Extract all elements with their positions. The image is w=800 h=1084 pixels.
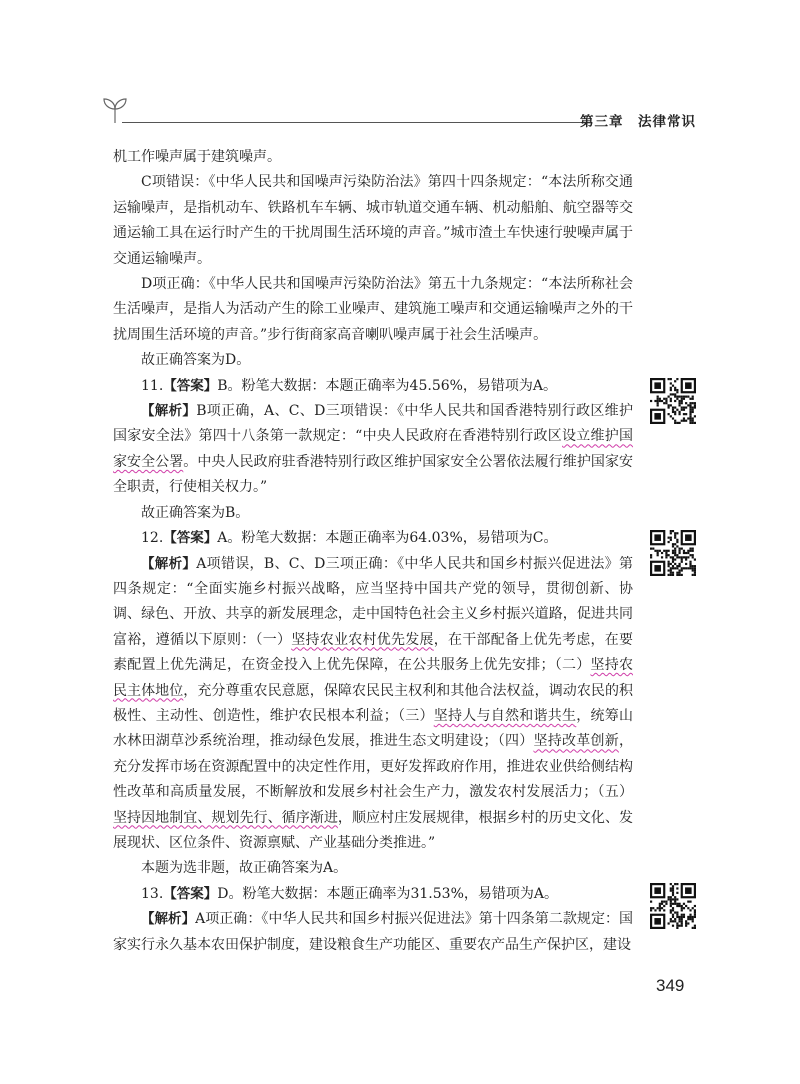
analysis-text: ，充分尊重农民意愿，保障农民民主权利和其他合法权益，调动农民的积极性、主动性、创造性，维护农民根本利益；（三） [113,682,634,724]
analysis-text: ，顺应村庄发展规律，根据乡村的历史文化、发展现状、区位条件、资源禀赋、产业基础分类推进。” [113,809,634,851]
analysis-text: B项正确，A、C、D三项错误：《中华人民共和国香港特别行政区维护国家安全法》第四十八条第一款规定：“中央人民政府在香港特别行政区 [113,403,633,445]
highlighted-phrase: 坚持农民主体地位 [113,657,633,699]
analysis-label: 【解析】 [141,403,197,420]
highlighted-phrase: 坚持因地制宜、规划先行、循序渐进 [113,809,338,826]
analysis-label: 【解析】 [141,555,197,572]
answer-line-q13 [113,882,633,907]
analysis-text: 。中央人民政府驻香港特别行政区维护国家安全公署依法履行维护国家安全职责，行使相关权力。” [113,453,634,496]
answer-line-q12 [113,526,633,551]
answer-label: 【答案】 [163,377,218,394]
highlighted-phrase: 坚持改革创新 [533,733,619,750]
analysis-q13 [113,907,633,958]
analysis-text: A项正确：《中华人民共和国乡村振兴促进法》第十四条第二款规定：国家实行永久基本农田保护制度，建设粮食生产功能区、重要农产品生产保护区，建设 [113,911,634,953]
analysis-label: 【解析】 [141,911,196,928]
analysis-text: A项错误，B、C、D三项正确：《中华人民共和国乡村振兴促进法》第四条规定：“全面实施乡村振兴战略，应当坚持中国共产党的领导，贯彻创新、协调、绿色、开放、共享的新发展理念，走中国特色社会主义乡村振兴道路，促进共同富裕，遵循以下原则：（一） [113,555,633,648]
analysis-text: ，在干部配备上优先考虑，在要素配置上优先满足，在资金投入上优先保障，在公共服务上优先安排；（二） [113,631,633,674]
paragraph: 机工作噪声属于建筑噪声。 [113,149,281,165]
analysis-q12 [113,552,633,857]
page-number: 349 [656,976,685,995]
highlighted-phrase: 坚持农业农村优先发展 [291,631,434,648]
chapter-title: 第三章 法律常识 [580,114,696,130]
answer-label: 【答案】 [163,885,218,902]
qr-code-icon[interactable] [650,378,696,424]
page-body [113,145,633,958]
answer-text: D。粉笔大数据：本题正确率为31.53%，易错项为A。 [217,885,558,902]
question-number: 12. [141,530,164,547]
paragraph: D项正确：《中华人民共和国噪声污染防治法》第五十九条规定：“本法所称社会生活噪声，是指人为活动产生的除工业噪声、建筑施工噪声和交通运输噪声之外的干扰周围生活环境的声音。”步行街商家高音喇叭噪声属于社会生活噪声。 [113,276,633,343]
analysis-text: ，统筹山水林田湖草沙系统治理，推动绿色发展，推进生态文明建设；（四） [113,707,633,750]
header-rule [122,122,592,123]
answer-label: 【答案】 [163,530,218,547]
highlighted-phrase: 设立维护国家安全公署 [113,428,634,470]
analysis-text: ，充分发挥市场在资源配置中的决定性作用，更好发挥政府作用，推进农业供给侧结构性改革和高质量发展，不断解放和发展乡村社会生产力，激发农村发展活力；（五） [113,733,633,801]
running-header [100,96,696,132]
question-number: 11. [141,377,164,394]
qr-code-icon[interactable] [650,883,696,929]
paragraph: 本题为选非题，故正确答案为A。 [141,860,348,877]
paragraph: 故正确答案为D。 [141,352,251,369]
answer-text: A。粉笔大数据：本题正确率为64.03%，易错项为C。 [217,530,558,547]
answer-text: B。粉笔大数据：本题正确率为45.56%，易错项为A。 [217,377,558,394]
analysis-q11 [113,399,633,501]
paragraph: C项错误：《中华人民共和国噪声污染防治法》第四十四条规定：“本法所称交通运输噪声，是指机动车、铁路机车车辆、城市轨道交通车辆、机动船舶、航空器等交通运输工具在运行时产生的干扰周围生活环境的声音。”城市渣土车快速行驶噪声属于交通运输噪声。 [113,174,633,267]
answer-line-q11 [113,374,633,399]
paragraph: 故正确答案为B。 [141,504,250,521]
highlighted-phrase: 坚持人与自然和谐共生 [433,707,577,724]
question-number: 13. [141,885,164,902]
qr-code-icon[interactable] [650,530,696,576]
